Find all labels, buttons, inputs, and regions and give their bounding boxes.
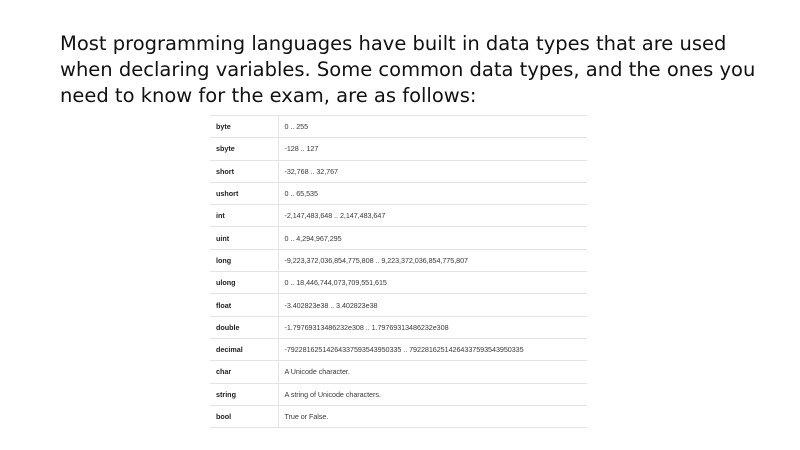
type-range-cell: -9,223,372,036,854,775,808 .. 9,223,372,036,854,775,807	[278, 249, 587, 271]
type-name-cell: bool	[210, 405, 278, 427]
intro-paragraph: Most programming languages have built in data types that are used when declaring variables. Some common data types, and the ones you need to know for the exam, are as follows:	[60, 32, 756, 107]
type-name-cell: byte	[210, 116, 278, 138]
type-range-cell: A Unicode character.	[278, 361, 587, 383]
type-name-cell: ushort	[210, 182, 278, 204]
table-row	[210, 272, 587, 294]
table-row	[210, 205, 587, 227]
type-name-cell: ulong	[210, 272, 278, 294]
data-types-table	[210, 115, 587, 428]
type-range-cell: -128 .. 127	[278, 138, 587, 160]
type-range-cell: 0 .. 65,535	[278, 182, 587, 204]
table-row	[210, 338, 587, 360]
type-range-cell: 0 .. 18,446,744,073,709,551,615	[278, 272, 587, 294]
table-row	[210, 316, 587, 338]
type-name-cell: double	[210, 316, 278, 338]
type-range-cell: -2,147,483,648 .. 2,147,483,647	[278, 205, 587, 227]
type-name-cell: short	[210, 160, 278, 182]
table-row	[210, 116, 587, 138]
table-row	[210, 138, 587, 160]
type-range-cell: True or False.	[278, 405, 587, 427]
type-range-cell: -79228162514264337593543950335 .. 79228162514264337593543950335	[278, 338, 587, 360]
type-name-cell: sbyte	[210, 138, 278, 160]
type-range-cell: 0 .. 4,294,967,295	[278, 227, 587, 249]
table-row	[210, 405, 587, 427]
table-row	[210, 361, 587, 383]
type-range-cell: 0 .. 255	[278, 116, 587, 138]
table-row	[210, 160, 587, 182]
type-range-cell: -1.79769313486232e308 .. 1.79769313486232e308	[278, 316, 587, 338]
table-row	[210, 182, 587, 204]
table-row	[210, 249, 587, 271]
type-range-cell: -32,768 .. 32,767	[278, 160, 587, 182]
type-name-cell: uint	[210, 227, 278, 249]
type-name-cell: float	[210, 294, 278, 316]
type-name-cell: int	[210, 205, 278, 227]
table-row	[210, 294, 587, 316]
type-name-cell: string	[210, 383, 278, 405]
type-range-cell: -3.402823e38 .. 3.402823e38	[278, 294, 587, 316]
type-range-cell: A string of Unicode characters.	[278, 383, 587, 405]
type-name-cell: long	[210, 249, 278, 271]
table-row	[210, 227, 587, 249]
type-name-cell: decimal	[210, 338, 278, 360]
table-row	[210, 383, 587, 405]
type-name-cell: char	[210, 361, 278, 383]
